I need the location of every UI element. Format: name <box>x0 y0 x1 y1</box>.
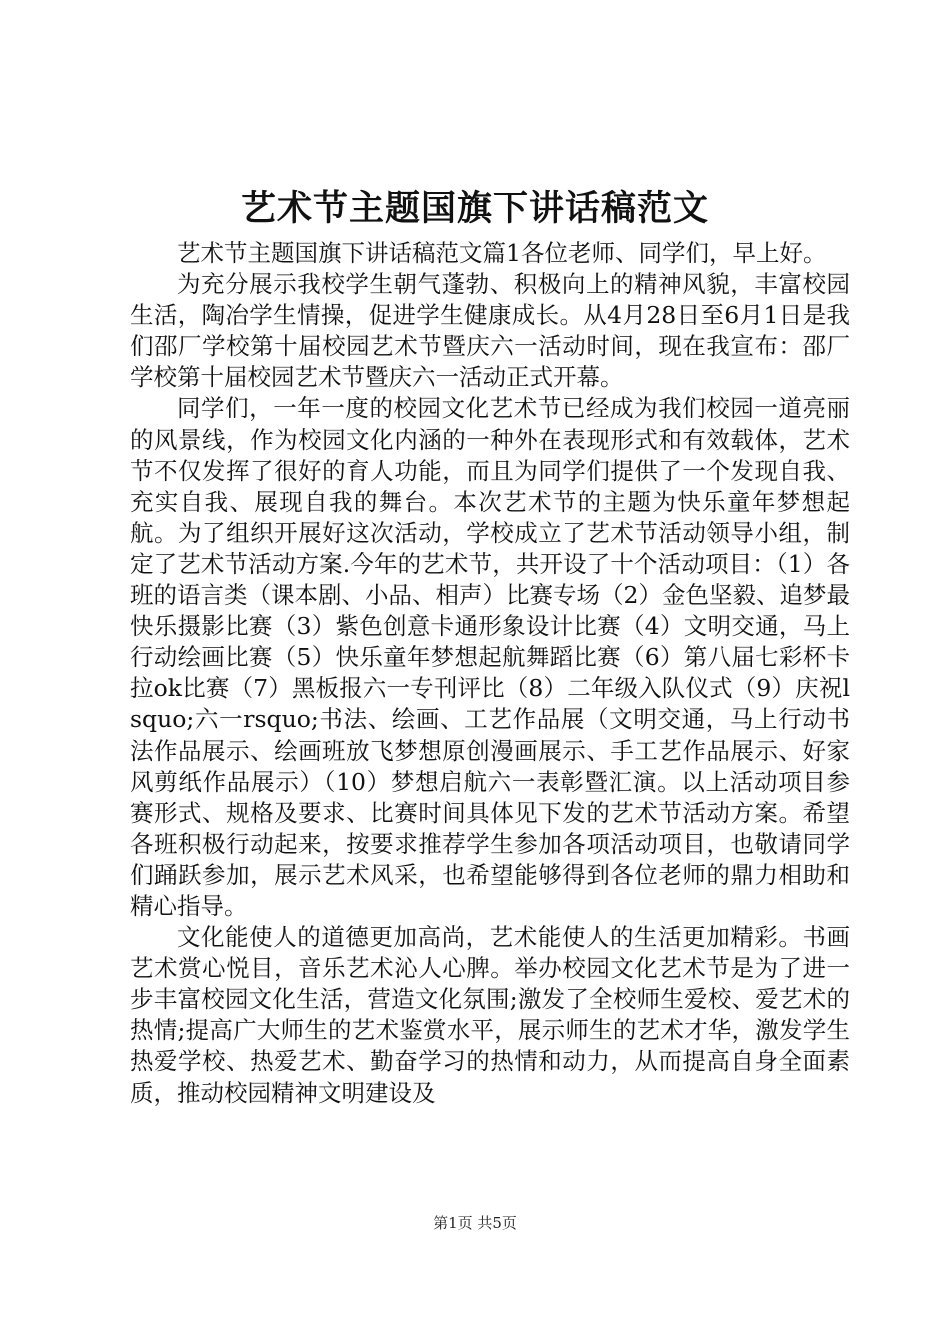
page-footer <box>0 1212 950 1234</box>
document-body <box>130 238 850 1109</box>
paragraph-greeting: 艺术节主题国旗下讲话稿范文篇1各位老师、同学们，早上好。 <box>177 239 827 267</box>
paragraph-purpose: 文化能使人的道德更加高尚，艺术能使人的生活更加精彩。书画艺术赏心悦目，音乐艺术沁人心脾。举办校园文化艺术节是为了进一步丰富校园文化生活，营造文化氛围;激发了全校师生爱校、爱艺术的热情;提高广大师生的艺术鉴赏水平，展示师生的艺术才华，激发学生热爱学校、热爱艺术、勤奋学习的热情和动力，从而提高自身全面素质，推动校园精神文明建设及 <box>130 923 850 1107</box>
paragraph-activities: 同学们，一年一度的校园文化艺术节已经成为我们校园一道亮丽的风景线，作为校园文化内涵的一种外在表现形式和有效载体，艺术节不仅发挥了很好的育人功能，而且为同学们提供了一个发现自我、充实自我、展现自我的舞台。本次艺术节的主题为快乐童年梦想起航。为了组织开展好这次活动，学校成立了艺术节活动领导小组，制定了艺术节活动方案.今年的艺术节，共开设了十个活动项目：（1）各班的语言类（课本剧、小品、相声）比赛专场（2）金色坚毅、追梦最快乐摄影比赛（3）紫色创意卡通形象设计比赛（4）文明交通，马上行动绘画比赛（5）快乐童年梦想起航舞蹈比赛（6）第八届七彩杯卡拉ok比赛（7）黑板报六一专刊评比（8）二年级入队仪式（9）庆祝lsquo;六一rsquo;书法、绘画、工艺作品展（文明交通，马上行动书法作品展示、绘画班放飞梦想原创漫画展示、手工艺作品展示、好家风剪纸作品展示）（10）梦想启航六一表彰暨汇演。以上活动项目参赛形式、规格及要求、比赛时间具体见下发的艺术节活动方案。希望各班积极行动起来，按要求推荐学生参加各项活动项目，也敬请同学们踊跃参加，展示艺术风采，也希望能够得到各位老师的鼎力相助和精心指导。 <box>130 394 850 920</box>
paragraph-opening: 为充分展示我校学生朝气蓬勃、积极向上的精神风貌，丰富校园生活，陶冶学生情操，促进学生健康成长。从4月28日至6月1日是我们邵厂学校第十届校园艺术节暨庆六一活动时间，现在我宣布：邵厂学校第十届校园艺术节暨庆六一活动正式开幕。 <box>130 270 850 392</box>
document-title: 艺术节主题国旗下讲话稿范文 <box>240 188 709 229</box>
page-indicator: 第1页 共5页 <box>433 1214 517 1232</box>
